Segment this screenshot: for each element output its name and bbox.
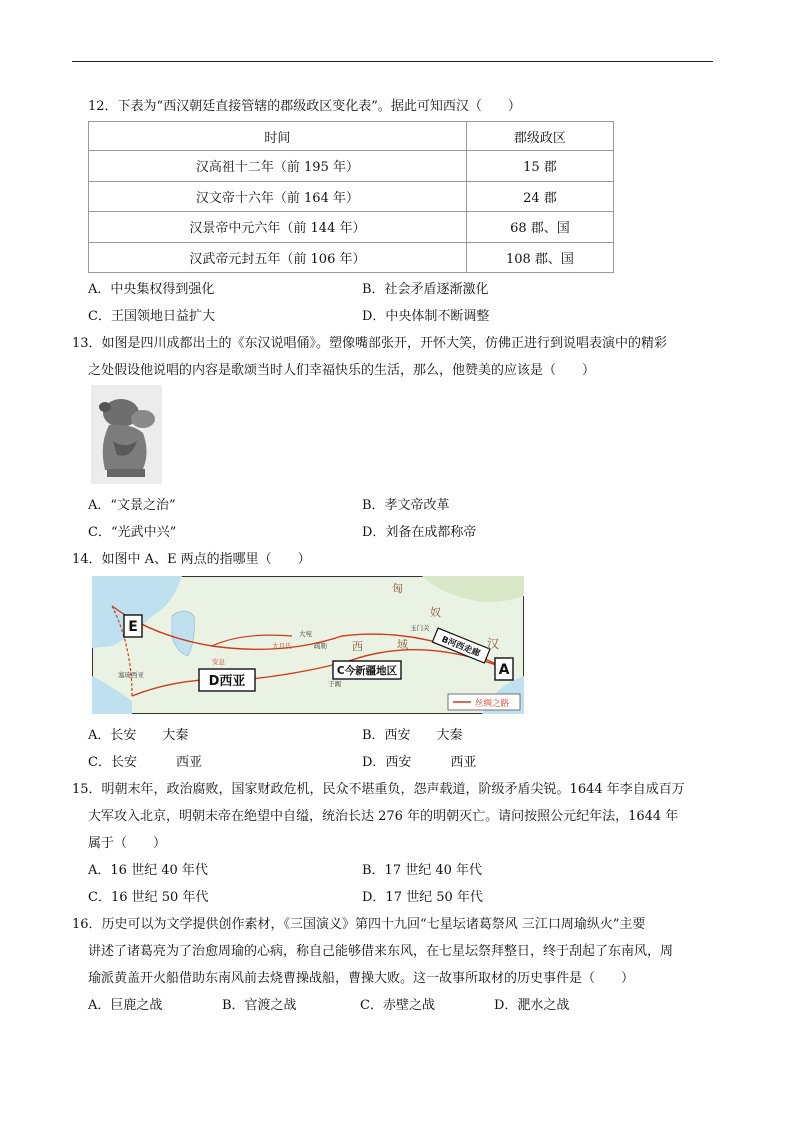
q15-stem-line3: 属于（ ） — [88, 836, 167, 851]
q13-stem-line1: 13．如图是四川成都出土的《东汉说唱俑》。塑像嘴部张开，开怀大笑，仿佛正进行到说唱表演中的精彩 — [72, 336, 668, 351]
q14-option-d[interactable]: D．西安 西亚 — [362, 755, 477, 770]
table-cell: 68 郡、国 — [466, 212, 613, 243]
table-header-row — [89, 122, 614, 151]
map-label-yumen: 玉门关 — [410, 624, 430, 632]
q16-option-b[interactable]: B．官渡之战 — [222, 998, 297, 1013]
q13-option-a[interactable]: A．“文景之治” — [88, 498, 176, 513]
table-cell: 15 郡 — [466, 151, 613, 182]
map-label-shule: 疏勒 — [314, 642, 327, 650]
q15-stem-line2: 大军攻入北京，明朝末帝在绝望中自缢，统治长达 276 年的明朝灭亡。请问按照公元纪年法，1644 年 — [88, 809, 679, 824]
map-label-a: A — [498, 662, 510, 678]
map-label-xiongnu-2: 奴 — [430, 606, 441, 619]
map-label-xi: 西 — [352, 640, 363, 653]
table-row — [89, 212, 614, 243]
header-rule — [72, 61, 713, 62]
q14-option-a[interactable]: A．长安 大秦 — [88, 728, 189, 743]
q13-option-d[interactable]: D．刘备在成都称帝 — [362, 525, 477, 540]
table-row — [89, 242, 614, 273]
figurine-photo — [91, 385, 162, 484]
table-row — [89, 151, 614, 182]
q12-stem: 12．下表为“西汉朝廷直接管辖的郡级政区变化表”。据此可知西汉（ ） — [88, 99, 521, 114]
silk-road-map — [92, 576, 524, 714]
q15-option-c[interactable]: C．16 世纪 50 年代 — [88, 890, 209, 905]
map-legend: 丝绸之路 — [475, 699, 510, 709]
table-cell: 汉武帝元封五年（前 106 年） — [89, 242, 467, 273]
map-label-han: 汉 — [487, 637, 500, 651]
map-label-dayuan: 大宛 — [299, 630, 312, 638]
map-label-d: D西亚 — [208, 674, 246, 689]
q15-option-d[interactable]: D．17 世纪 50 年代 — [362, 890, 483, 905]
table-cell: 24 郡 — [466, 181, 613, 212]
q14-stem: 14．如图中 A、E 两点的指哪里（ ） — [72, 552, 311, 567]
q16-stem-line3: 瑜派黄盖开火船借助东南风前去烧曹操战船，曹操大败。这一故事所取材的历史事件是（ ） — [88, 971, 635, 986]
q14-option-b[interactable]: B．西安 大秦 — [362, 728, 463, 743]
q12-option-a[interactable]: A．中央集权得到强化 — [88, 282, 215, 297]
q13-option-b[interactable]: B．孝文帝改革 — [362, 498, 450, 513]
map-label-anxi: 安息 — [212, 658, 225, 666]
map-label-e: E — [128, 619, 138, 635]
table-cell: 汉高祖十二年（前 195 年） — [89, 151, 467, 182]
map-label-xiongnu-1: 匈 — [392, 582, 403, 595]
q13-stem-line2: 之处假设他说唱的内容是歌颂当时人们幸福快乐的生活，那么，他赞美的应该是（ ） — [88, 363, 596, 378]
table-cell: 108 郡、国 — [466, 242, 613, 273]
q12-option-c[interactable]: C．王国领地日益扩大 — [88, 309, 215, 324]
map-label-seleucia: 塞琉西亚 — [118, 671, 144, 679]
map-label-yu: 域 — [397, 638, 408, 651]
q12-table — [88, 121, 614, 273]
q13-option-c[interactable]: C．“光武中兴” — [88, 525, 177, 540]
q12-option-b[interactable]: B．社会矛盾逐渐激化 — [362, 282, 489, 297]
q15-option-b[interactable]: B．17 世纪 40 年代 — [362, 863, 483, 878]
q16-stem-line2: 讲述了诸葛亮为了治愈周瑜的心病，称自己能够借来东风，在七星坛祭拜整日，终于刮起了东南风，周 — [88, 944, 674, 959]
q14-option-c[interactable]: C．长安 西亚 — [88, 755, 202, 770]
q16-option-c[interactable]: C．赤壁之战 — [360, 998, 435, 1013]
q16-stem-line1: 16．历史可以为文学提供创作素材，《三国演义》第四十九回“七星坛诸葛祭风 三江口周瑜纵火”主要 — [72, 917, 646, 932]
table-cell: 汉文帝十六年（前 164 年） — [89, 181, 467, 212]
q16-option-a[interactable]: A．巨鹿之战 — [88, 998, 163, 1013]
map-label-b: B河西走廊 — [439, 634, 482, 660]
table-header-region: 郡级政区 — [466, 122, 613, 151]
q15-option-a[interactable]: A．16 世纪 40 年代 — [88, 863, 208, 878]
table-header-time: 时间 — [89, 122, 467, 151]
map-label-c: C今新疆地区 — [336, 665, 398, 677]
map-label-dayuezhi: 大月氏 — [272, 642, 292, 650]
map-label-yutian: 于阗 — [328, 680, 341, 688]
table-row — [89, 181, 614, 212]
q15-stem-line1: 15．明朝末年，政治腐败，国家财政危机，民众不堪重负，怨声载道，阶级矛盾尖锐。1644 年李自成百万 — [72, 782, 685, 797]
q12-option-d[interactable]: D．中央体制不断调整 — [362, 309, 490, 324]
q16-option-d[interactable]: D．淝水之战 — [494, 998, 570, 1013]
table-cell: 汉景帝中元六年（前 144 年） — [89, 212, 467, 243]
